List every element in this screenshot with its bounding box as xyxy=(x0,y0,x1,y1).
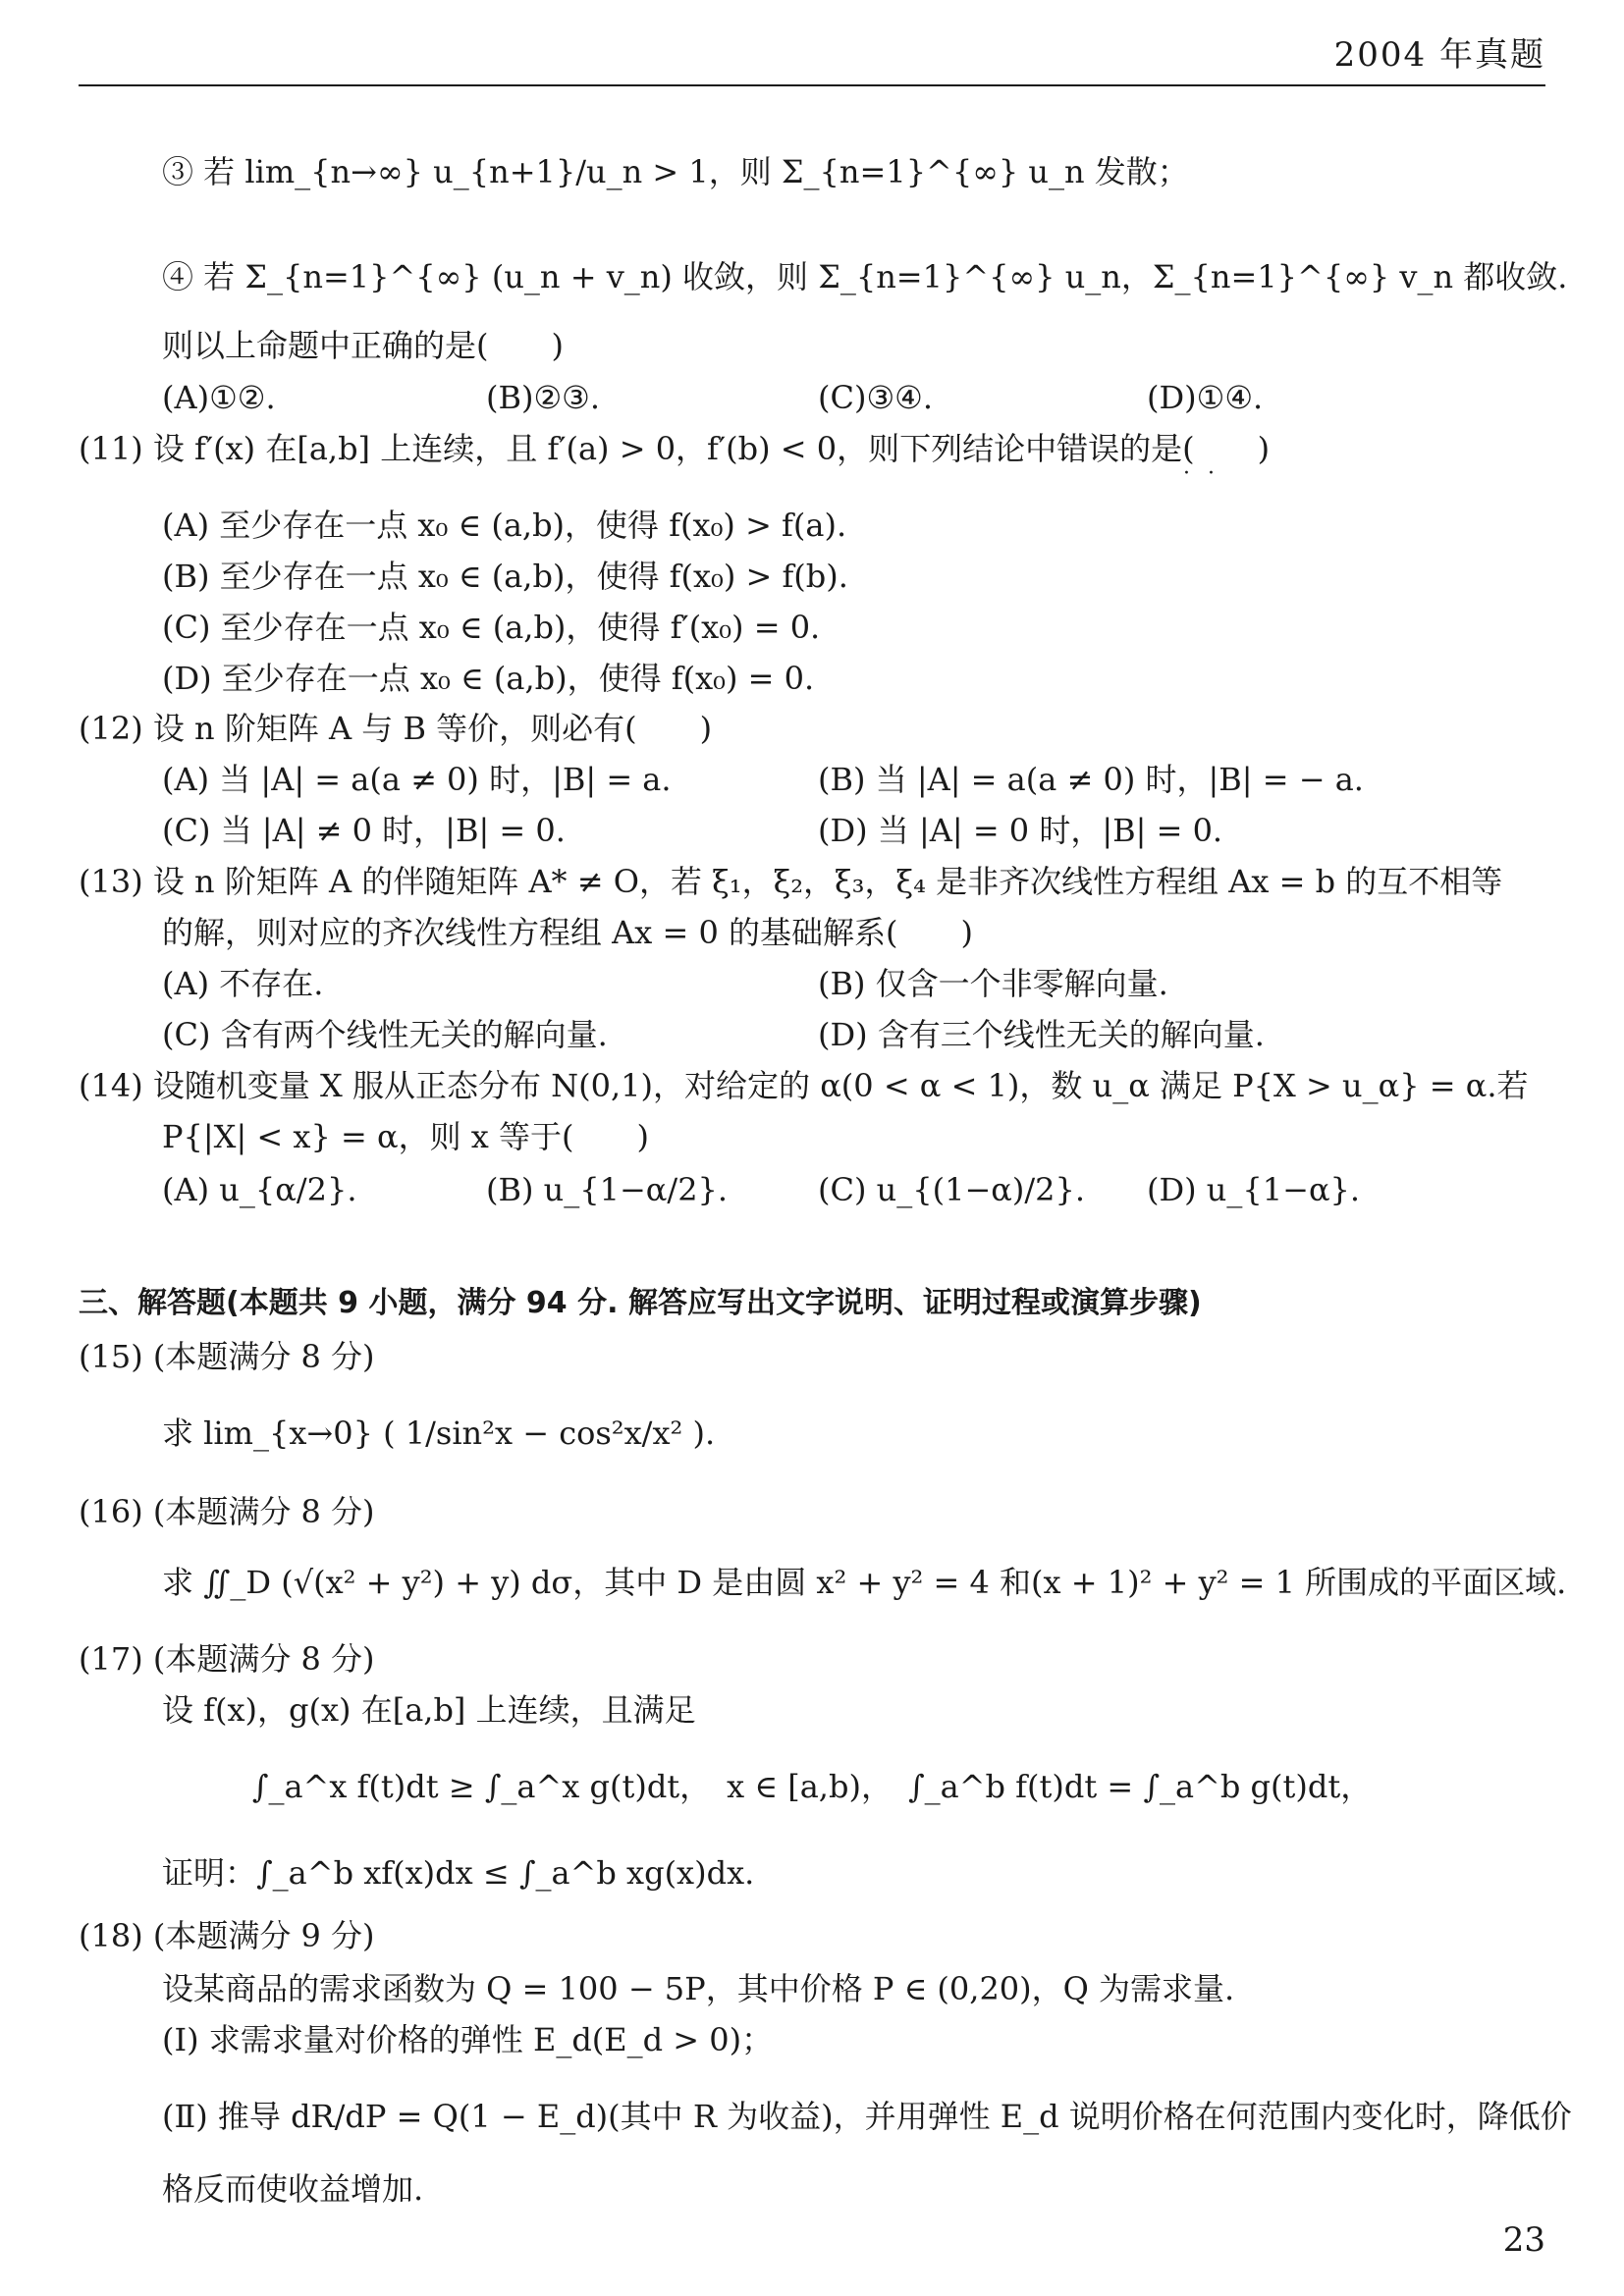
q10-option-c: (C)③④. xyxy=(818,379,933,416)
q13-option-d: (D) 含有三个线性无关的解向量. xyxy=(818,1016,1265,1053)
q10-option-b: (B)②③. xyxy=(486,379,601,416)
q18-label: (18) (本题满分 9 分) xyxy=(79,1917,375,1954)
q12-option-c: (C) 当 |A| ≠ 0 时，|B| = 0. xyxy=(162,812,566,849)
q17-proof: 证明：∫_a^b xf(x)dx ≤ ∫_a^b xg(x)dx. xyxy=(162,1854,755,1892)
q10-item-4: ④ 若 Σ_{n=1}^{∞} (u_n + v_n) 收敛，则 Σ_{n=1}^{∞} u_n，Σ_{n=1}^{∞} v_n 都收敛. xyxy=(162,258,1568,295)
q16-text: 求 ∬_D (√(x² + y²) + y) dσ，其中 D 是由圆 x² + y² = 4 和(x + 1)² + y² = 1 所围成的平面区域. xyxy=(162,1564,1567,1601)
q13-option-a: (A) 不存在. xyxy=(162,965,324,1002)
q14-option-a: (A) u_{α/2}. xyxy=(162,1171,357,1208)
q11-option-d: (D) 至少存在一点 x₀ ∈ (a,b)，使得 f(x₀) = 0. xyxy=(162,660,815,697)
q10-option-a: (A)①②. xyxy=(162,379,276,416)
q13-option-b: (B) 仅含一个非零解向量. xyxy=(818,965,1168,1002)
q13-option-c: (C) 含有两个线性无关的解向量. xyxy=(162,1016,608,1053)
q13-stem-line-2: 的解，则对应的齐次线性方程组 Ax = 0 的基础解系( ) xyxy=(162,914,973,951)
q11-option-c: (C) 至少存在一点 x₀ ∈ (a,b)，使得 f′(x₀) = 0. xyxy=(162,609,821,646)
header-rule xyxy=(79,84,1545,86)
q10-item-3: ③ 若 lim_{n→∞} u_{n+1}/u_n > 1，则 Σ_{n=1}^{∞} u_n 发散； xyxy=(162,153,1189,190)
q12-option-a: (A) 当 |A| = a(a ≠ 0) 时，|B| = a. xyxy=(162,761,672,798)
q17-formula: ∫_a^x f(t)dt ≥ ∫_a^x g(t)dt， x ∈ [a,b)， ∫_a^b f(t)dt = ∫_a^b g(t)dt， xyxy=(251,1768,1373,1805)
q14-option-d: (D) u_{1−α}. xyxy=(1147,1171,1361,1208)
q18-part-1: (Ⅰ) 求需求量对价格的弹性 E_d(E_d > 0)； xyxy=(162,2021,774,2058)
q18-part-2: (Ⅱ) 推导 dR/dP = Q(1 − E_d)(其中 R 为收益)，并用弹性 E_d 说明价格在何范围内变化时，降低价 xyxy=(162,2098,1572,2135)
q12-option-b: (B) 当 |A| = a(a ≠ 0) 时，|B| = − a. xyxy=(818,761,1364,798)
q11-stem: (11) 设 f′(x) 在[a,b] 上连续，且 f′(a) > 0，f′(b) < 0，则下列结论中错误的是( ) xyxy=(79,430,1271,467)
q14-stem-line-1: (14) 设随机变量 X 服从正态分布 N(0,1)，对给定的 α(0 < α < 1)，数 u_α 满足 P{X > u_α} = α.若 xyxy=(79,1067,1529,1104)
q15-label: (15) (本题满分 8 分) xyxy=(79,1338,375,1375)
q14-option-b: (B) u_{1−α/2}. xyxy=(486,1171,729,1208)
q10-option-d: (D)①④. xyxy=(1147,379,1264,416)
section-3-title: 三、解答题(本题共 9 小题，满分 94 分. 解答应写出文字说明、证明过程或演算步骤) xyxy=(79,1286,1202,1320)
q11-option-b: (B) 至少存在一点 x₀ ∈ (a,b)，使得 f(x₀) > f(b). xyxy=(162,558,848,595)
emphasis-dots: ·· xyxy=(1183,461,1232,486)
q11-option-a: (A) 至少存在一点 x₀ ∈ (a,b)，使得 f(x₀) > f(a). xyxy=(162,507,847,544)
page-header-title: 2004 年真题 xyxy=(1333,35,1545,75)
q17-line-1: 设 f(x)，g(x) 在[a,b] 上连续，且满足 xyxy=(162,1691,696,1729)
q15-text: 求 lim_{x→0} ( 1/sin²x − cos²x/x² ). xyxy=(162,1415,716,1452)
q10-question: 则以上命题中正确的是( ) xyxy=(162,327,564,364)
q12-option-d: (D) 当 |A| = 0 时，|B| = 0. xyxy=(818,812,1223,849)
q14-option-c: (C) u_{(1−α)/2}. xyxy=(818,1171,1086,1208)
page-number: 23 xyxy=(1502,2220,1545,2260)
q13-stem-line-1: (13) 设 n 阶矩阵 A 的伴随矩阵 A* ≠ O，若 ξ₁，ξ₂，ξ₃，ξ₄ 是非齐次线性方程组 Ax = b 的互不相等 xyxy=(79,863,1503,900)
q14-stem-line-2: P{|X| < x} = α，则 x 等于( ) xyxy=(162,1118,649,1155)
q18-line-1: 设某商品的需求函数为 Q = 100 − 5P，其中价格 P ∈ (0,20)，Q 为需求量. xyxy=(162,1970,1235,2007)
q17-label: (17) (本题满分 8 分) xyxy=(79,1640,375,1678)
q12-stem: (12) 设 n 阶矩阵 A 与 B 等价，则必有( ) xyxy=(79,710,713,747)
q16-label: (16) (本题满分 8 分) xyxy=(79,1493,375,1530)
q18-part-2-cont: 格反而使收益增加. xyxy=(162,2170,424,2208)
